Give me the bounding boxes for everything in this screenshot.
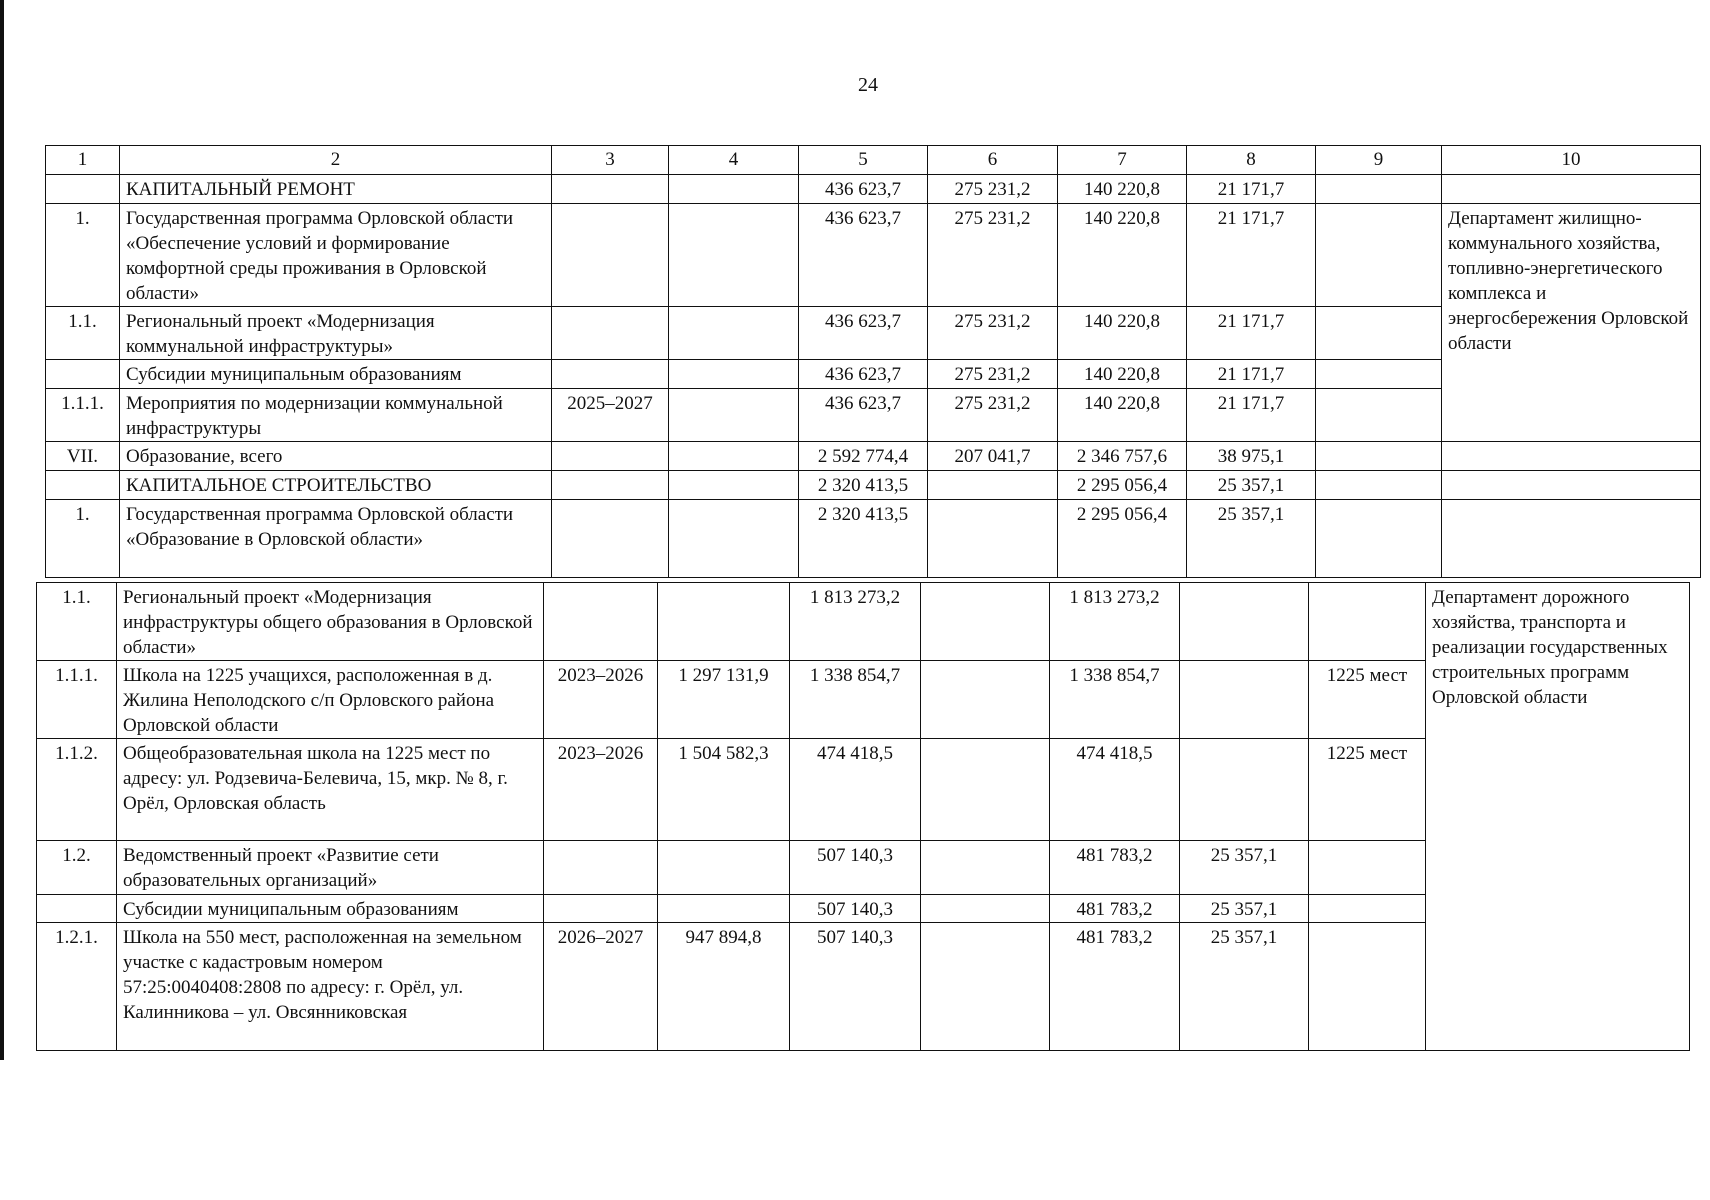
row-responsible — [1442, 442, 1701, 471]
row-capacity — [1316, 204, 1442, 307]
column-number: 5 — [799, 146, 928, 175]
column-number: 6 — [928, 146, 1058, 175]
row-year-1 — [921, 739, 1050, 841]
row-year-3: 38 975,1 — [1187, 442, 1316, 471]
column-number: 2 — [120, 146, 552, 175]
row-capacity — [1309, 583, 1426, 661]
row-period — [552, 471, 669, 500]
row-cost: 1 504 582,3 — [658, 739, 790, 841]
column-number: 3 — [552, 146, 669, 175]
row-year-2: 2 295 056,4 — [1058, 471, 1187, 500]
row-responsible — [1442, 471, 1701, 500]
row-number: 1. — [46, 204, 120, 307]
row-cost: 1 297 131,9 — [658, 661, 790, 739]
row-total: 507 140,3 — [790, 841, 921, 895]
row-total: 436 623,7 — [799, 175, 928, 204]
row-name: КАПИТАЛЬНЫЙ РЕМОНТ — [120, 175, 552, 204]
column-number: 9 — [1316, 146, 1442, 175]
column-number-row — [46, 146, 1701, 175]
row-number: VII. — [46, 442, 120, 471]
row-cost — [669, 307, 799, 360]
row-period: 2025–2027 — [552, 389, 669, 442]
row-name: Государственная программа Орловской области «Образование в Орловской области» — [120, 500, 552, 578]
row-year-2: 140 220,8 — [1058, 175, 1187, 204]
row-total: 1 813 273,2 — [790, 583, 921, 661]
row-total: 507 140,3 — [790, 923, 921, 1051]
row-year-2: 481 783,2 — [1050, 895, 1180, 923]
row-total: 436 623,7 — [799, 307, 928, 360]
budget-table-lower — [36, 582, 1690, 1051]
row-name: Мероприятия по модернизации коммунальной инфраструктуры — [120, 389, 552, 442]
row-year-3: 21 171,7 — [1187, 204, 1316, 307]
row-total: 2 320 413,5 — [799, 500, 928, 578]
row-period: 2023–2026 — [544, 661, 658, 739]
row-year-1 — [921, 895, 1050, 923]
row-year-3: 25 357,1 — [1187, 500, 1316, 578]
row-year-2: 474 418,5 — [1050, 739, 1180, 841]
row-year-3: 25 357,1 — [1180, 895, 1309, 923]
row-capacity — [1316, 442, 1442, 471]
row-responsible — [1442, 175, 1701, 204]
row-period — [552, 500, 669, 578]
row-period — [544, 895, 658, 923]
row-capacity — [1309, 923, 1426, 1051]
row-year-3: 25 357,1 — [1180, 923, 1309, 1051]
responsible-department-roads: Департамент дорожного хозяйства, транспорта и реализации государственных строительных программ Орловской области — [1426, 583, 1690, 1051]
row-year-1 — [921, 841, 1050, 895]
row-period — [544, 583, 658, 661]
row-capacity — [1309, 895, 1426, 923]
row-period — [552, 204, 669, 307]
row-responsible — [1442, 500, 1701, 578]
row-year-2: 140 220,8 — [1058, 307, 1187, 360]
row-year-1: 275 231,2 — [928, 175, 1058, 204]
responsible-department-housing: Департамент жилищно-коммунального хозяйства, топливно-энергетического комплекса и энергосбережения Орловской области — [1442, 204, 1701, 442]
row-total: 436 623,7 — [799, 204, 928, 307]
row-number — [46, 360, 120, 389]
row-period — [552, 307, 669, 360]
row-number: 1. — [46, 500, 120, 578]
table-row — [46, 175, 1701, 204]
row-name: Ведомственный проект «Развитие сети образовательных организаций» — [117, 841, 544, 895]
row-total: 2 592 774,4 — [799, 442, 928, 471]
row-year-2: 2 346 757,6 — [1058, 442, 1187, 471]
row-year-1 — [921, 661, 1050, 739]
row-total: 2 320 413,5 — [799, 471, 928, 500]
column-number: 10 — [1442, 146, 1701, 175]
row-year-1 — [921, 923, 1050, 1051]
row-total: 507 140,3 — [790, 895, 921, 923]
page-number: 24 — [858, 74, 878, 96]
row-year-3 — [1180, 739, 1309, 841]
row-number — [37, 895, 117, 923]
row-year-2: 481 783,2 — [1050, 923, 1180, 1051]
row-year-1 — [928, 471, 1058, 500]
row-number: 1.2. — [37, 841, 117, 895]
row-period — [552, 175, 669, 204]
row-cost — [669, 389, 799, 442]
row-name: Школа на 1225 учащихся, расположенная в д. Жилина Неполодского с/п Орловского района Орловской области — [117, 661, 544, 739]
row-capacity — [1316, 389, 1442, 442]
row-year-2: 140 220,8 — [1058, 389, 1187, 442]
row-name: Субсидии муниципальным образованиям — [120, 360, 552, 389]
row-year-2: 481 783,2 — [1050, 841, 1180, 895]
row-year-1: 275 231,2 — [928, 307, 1058, 360]
row-year-1: 207 041,7 — [928, 442, 1058, 471]
row-year-2: 1 813 273,2 — [1050, 583, 1180, 661]
row-year-1: 275 231,2 — [928, 360, 1058, 389]
row-number: 1.1. — [46, 307, 120, 360]
row-year-3 — [1180, 661, 1309, 739]
row-number: 1.1.1. — [46, 389, 120, 442]
table-row — [46, 442, 1701, 471]
row-year-2: 140 220,8 — [1058, 360, 1187, 389]
table-row — [46, 471, 1701, 500]
column-number: 7 — [1058, 146, 1187, 175]
row-name: Образование, всего — [120, 442, 552, 471]
row-year-1 — [921, 583, 1050, 661]
table-row — [46, 500, 1701, 578]
row-total: 436 623,7 — [799, 360, 928, 389]
row-cost — [669, 500, 799, 578]
row-cost — [669, 442, 799, 471]
row-year-3: 21 171,7 — [1187, 307, 1316, 360]
row-capacity — [1316, 500, 1442, 578]
row-total: 474 418,5 — [790, 739, 921, 841]
row-cost — [669, 471, 799, 500]
row-name: Школа на 550 мест, расположенная на земельном участке с кадастровым номером 57:25:0040408:2808 по адресу: г. Орёл, ул. Калинникова – ул. Овсянниковская — [117, 923, 544, 1051]
row-cost — [669, 360, 799, 389]
row-year-1 — [928, 500, 1058, 578]
row-name: Государственная программа Орловской области «Обеспечение условий и формирование комфортной среды проживания в Орловской области» — [120, 204, 552, 307]
row-cost — [669, 204, 799, 307]
row-cost — [658, 841, 790, 895]
row-capacity — [1316, 360, 1442, 389]
row-number: 1.2.1. — [37, 923, 117, 1051]
row-period: 2026–2027 — [544, 923, 658, 1051]
row-year-2: 1 338 854,7 — [1050, 661, 1180, 739]
row-year-3: 21 171,7 — [1187, 175, 1316, 204]
row-year-3: 25 357,1 — [1180, 841, 1309, 895]
row-period — [552, 442, 669, 471]
row-year-2: 2 295 056,4 — [1058, 500, 1187, 578]
row-year-1: 275 231,2 — [928, 389, 1058, 442]
scan-edge — [0, 0, 4, 1060]
row-year-2: 140 220,8 — [1058, 204, 1187, 307]
row-name: Региональный проект «Модернизация коммунальной инфраструктуры» — [120, 307, 552, 360]
row-number: 1.1. — [37, 583, 117, 661]
row-period — [552, 360, 669, 389]
row-capacity — [1316, 175, 1442, 204]
row-number: 1.1.1. — [37, 661, 117, 739]
column-number: 8 — [1187, 146, 1316, 175]
row-year-3 — [1180, 583, 1309, 661]
row-capacity — [1316, 307, 1442, 360]
row-cost — [669, 175, 799, 204]
row-cost — [658, 583, 790, 661]
table-row — [37, 583, 1690, 661]
row-capacity — [1309, 841, 1426, 895]
row-capacity: 1225 мест — [1309, 739, 1426, 841]
row-cost: 947 894,8 — [658, 923, 790, 1051]
row-number — [46, 175, 120, 204]
row-year-1: 275 231,2 — [928, 204, 1058, 307]
budget-table-upper — [45, 145, 1701, 578]
column-number: 1 — [46, 146, 120, 175]
row-name: КАПИТАЛЬНОЕ СТРОИТЕЛЬСТВО — [120, 471, 552, 500]
row-total: 436 623,7 — [799, 389, 928, 442]
row-year-3: 25 357,1 — [1187, 471, 1316, 500]
row-period: 2023–2026 — [544, 739, 658, 841]
row-cost — [658, 895, 790, 923]
row-name: Региональный проект «Модернизация инфраструктуры общего образования в Орловской области» — [117, 583, 544, 661]
table-row — [46, 204, 1701, 307]
row-capacity: 1225 мест — [1309, 661, 1426, 739]
column-number: 4 — [669, 146, 799, 175]
row-number: 1.1.2. — [37, 739, 117, 841]
row-number — [46, 471, 120, 500]
row-year-3: 21 171,7 — [1187, 389, 1316, 442]
row-year-3: 21 171,7 — [1187, 360, 1316, 389]
row-name: Общеобразовательная школа на 1225 мест по адресу: ул. Родзевича-Белевича, 15, мкр. № 8, г. Орёл, Орловская область — [117, 739, 544, 841]
row-capacity — [1316, 471, 1442, 500]
row-period — [544, 841, 658, 895]
row-name: Субсидии муниципальным образованиям — [117, 895, 544, 923]
row-total: 1 338 854,7 — [790, 661, 921, 739]
